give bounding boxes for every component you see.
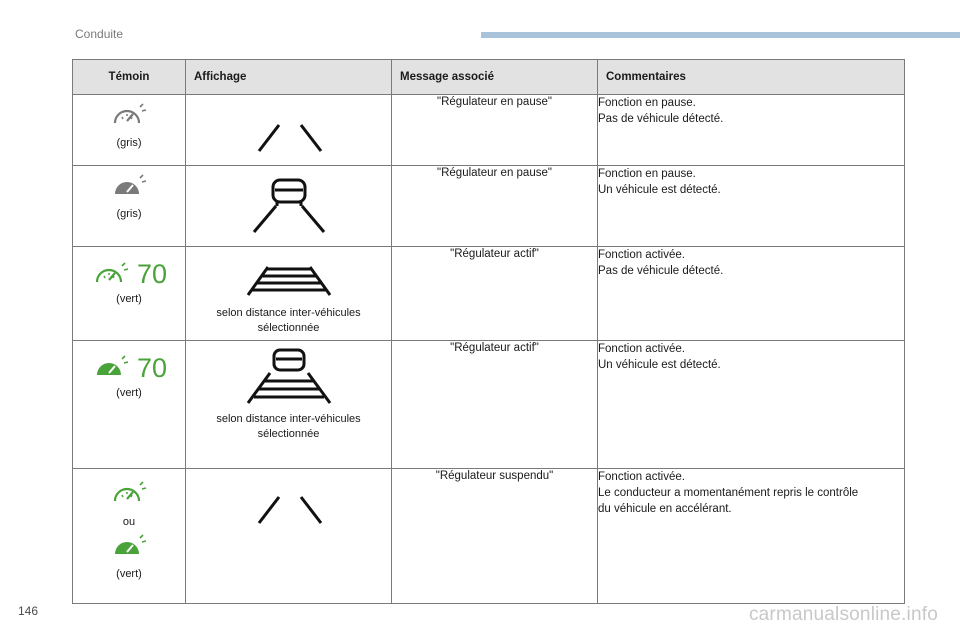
- column-header-affichage: Affichage: [186, 60, 392, 95]
- display-caption-line: selon distance inter-véhicules: [216, 412, 361, 425]
- column-header-temoin: Témoin: [73, 60, 186, 95]
- display-caption-line: sélectionnée: [257, 427, 320, 440]
- header-accent-bar: [481, 32, 960, 38]
- set-speed-value: 70: [136, 352, 168, 383]
- comment-line: Fonction en pause.: [598, 97, 696, 109]
- comment-line: Fonction activée.: [598, 342, 685, 355]
- table-row: [73, 468, 905, 603]
- distance-bars-icon: [234, 259, 344, 299]
- page-number: 146: [18, 604, 39, 618]
- icon-color-caption: (vert): [116, 567, 142, 580]
- temoin-cell: [73, 95, 186, 166]
- commentaire-cell: [598, 95, 905, 166]
- temoin-cell: [73, 468, 186, 603]
- speedometer-radar-icon: [109, 479, 149, 509]
- comment-line: Fonction en pause.: [598, 167, 696, 180]
- temoin-cell: [73, 340, 186, 468]
- section-title: Conduite: [75, 27, 124, 41]
- comment-line: Pas de véhicule détecté.: [598, 113, 724, 125]
- speedometer-car-icon: [109, 172, 149, 202]
- table-row: [73, 95, 905, 166]
- icon-color-caption: (gris): [116, 207, 142, 220]
- table-row: [73, 165, 905, 247]
- comment-line: Fonction activée.: [598, 470, 685, 483]
- message-cell: "Régulateur suspendu": [392, 468, 598, 603]
- affichage-cell: [186, 340, 392, 468]
- speedometer-radar-icon: [109, 101, 149, 131]
- watermark: carmanualsonline.info: [748, 604, 938, 625]
- comment-line: Le conducteur a momentanément repris le contrôle: [598, 486, 859, 499]
- affichage-cell: [186, 468, 392, 603]
- table-row: [73, 247, 905, 341]
- set-speed-value: 70: [136, 259, 168, 290]
- comment-line: Pas de véhicule détecté.: [598, 265, 724, 278]
- temoin-cell: [73, 247, 186, 341]
- icon-color-caption: (gris): [116, 137, 142, 149]
- affichage-cell: [186, 95, 392, 166]
- icon-color-caption: (vert): [116, 293, 142, 306]
- speedometer-car-icon: [91, 353, 131, 383]
- display-caption-line: selon distance inter-véhicules: [216, 307, 361, 320]
- comment-line: du véhicule en accélérant.: [598, 502, 732, 515]
- display-caption-line: sélectionnée: [257, 322, 320, 335]
- comment-line: Fonction activée.: [598, 249, 685, 262]
- comment-line: Un véhicule est détecté.: [598, 358, 721, 371]
- lane-lines-icon: [239, 111, 339, 161]
- speedometer-radar-icon: [91, 260, 131, 290]
- message-cell: "Régulateur actif": [392, 340, 598, 468]
- commentaire-cell: [598, 340, 905, 468]
- message-cell: "Régulateur en pause": [392, 95, 598, 166]
- commentaire-cell: [598, 247, 905, 341]
- lane-car-icon: [234, 174, 344, 238]
- icon-color-caption: (vert): [116, 386, 142, 399]
- message-cell: "Régulateur actif": [392, 247, 598, 341]
- commentaire-cell: [598, 468, 905, 603]
- icon-or-caption: ou: [122, 515, 136, 528]
- speedometer-car-icon: [109, 532, 149, 562]
- affichage-cell: [186, 165, 392, 247]
- message-cell: "Régulateur en pause": [392, 165, 598, 247]
- affichage-cell: [186, 247, 392, 341]
- temoin-cell: [73, 165, 186, 247]
- column-header-message: Message associé: [392, 60, 598, 95]
- lane-lines-icon: [239, 483, 339, 533]
- lane-car-distance-icon: [234, 347, 344, 407]
- column-header-commentaires: Commentaires: [598, 60, 905, 95]
- comment-line: Un véhicule est détecté.: [598, 183, 721, 196]
- table-header-row: [73, 60, 905, 95]
- table-row: [73, 340, 905, 468]
- indicator-table: [72, 59, 905, 604]
- commentaire-cell: [598, 165, 905, 247]
